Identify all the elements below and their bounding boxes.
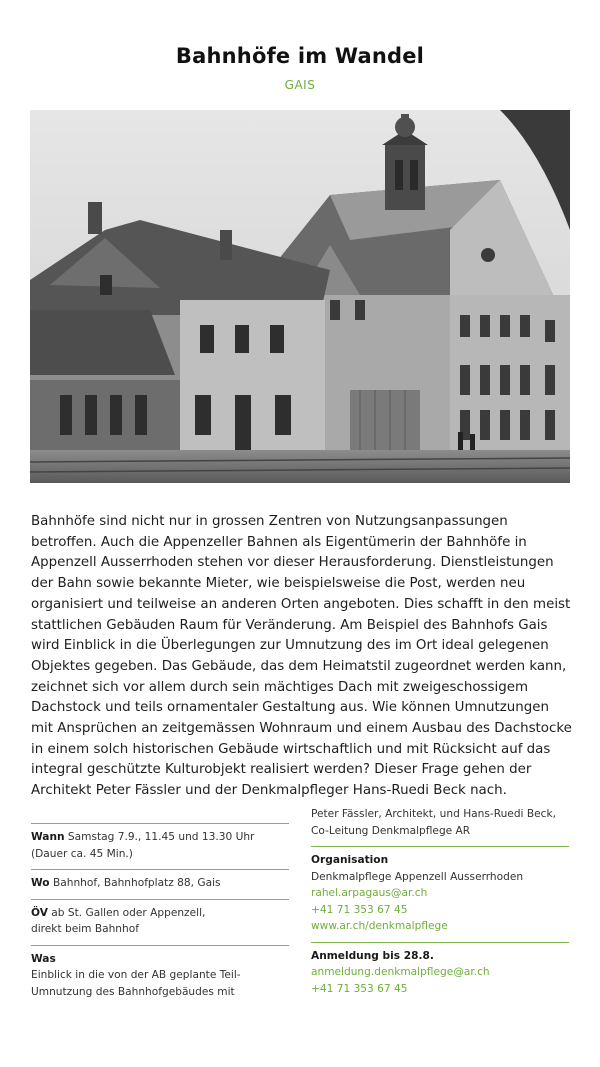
contact-column — [311, 806, 569, 1004]
where-value: Bahnhof, Bahnhofplatz 88, Gais — [52, 877, 221, 889]
transport-value: ab St. Gallen oder Appenzell, — [51, 906, 206, 919]
organisation-email-link[interactable]: rahel.arpagaus@ar.ch — [311, 887, 428, 899]
transport-block — [31, 899, 289, 945]
where-block — [31, 869, 289, 899]
what-value: Einblick in die von der AB geplante Teil- — [31, 969, 241, 981]
what-value-line2: Umnutzung des Bahnhofgebäudes mit — [31, 985, 235, 998]
transport-label: ÖV — [31, 906, 48, 919]
organisation-label: Organisation — [311, 854, 389, 866]
leaders-line1: Peter Fässler, Architekt, und Hans-Ruedi Beck, — [311, 808, 556, 820]
organisation-website-link[interactable]: www.ar.ch/denkmalpflege — [311, 920, 448, 932]
when-label: Wann — [31, 831, 65, 843]
leaders-block — [311, 806, 569, 846]
organisation-name: Denkmalpflege Appenzell Ausserrhoden — [311, 870, 524, 883]
what-label: Was — [31, 952, 56, 965]
location-label: GAIS — [284, 78, 316, 92]
transport-value-line2: direkt beim Bahnhof — [31, 923, 139, 935]
registration-phone[interactable]: +41 71 353 67 45 — [311, 982, 408, 995]
main-description: Bahnhöfe sind nicht nur in grossen Zentren von Nutzungsanpassungen betroffen. Auch die Appenzeller Bahnen als Eigentümerin der Bahnhöfe in Appenzell Ausserrhoden stehen vor dieser Herausforderung. Dienstleistungen der Bahn sowie bekannte Mieter, wie beispielsweise die Post, werden neu organisiert und teilweise an anderen Orten angeboten. Dies schafft in den meist stattlichen Gebäuden Raum für Veränderung. Am Beispiel des Bahnhofs Gais wird Einblick in die Überlegungen zur Umnutzung des im Ort ideal gelegenen Objektes gegeben. Das Gebäude, das dem Heimatstil zugeordnet werden kann, zeichnet sich vor allem durch sein mächtiges Dach mit zweigeschossigem Dachstock und teils ornamentaler Gestaltung aus. Wie können Umnutzungen mit Ansprüchen an zeitgemässen Wohnraum und einem Ausbau des Dachstocke in einem solch historischen Gebäude wirtschaftlich und mit Rücksicht auf das integral geschützte Kulturobjekt realisiert werden? Dieser Frage gehen der Architekt Peter Fässler und der Denkmalpfleger Hans-Ruedi Beck nach. — [31, 514, 572, 799]
organisation-block — [311, 846, 569, 942]
when-block — [31, 823, 289, 869]
historic-station-photo — [30, 110, 570, 483]
registration-email-link[interactable]: anmeldung.denkmalpflege@ar.ch — [311, 966, 490, 978]
what-block — [31, 945, 289, 1008]
duration-note: (Dauer ca. 45 Min.) — [31, 847, 133, 860]
leaders-line2: Co-Leitung Denkmalpflege AR — [311, 824, 471, 837]
registration-label: Anmeldung bis 28.8. — [311, 949, 434, 962]
registration-block — [311, 942, 569, 1005]
when-value: Samstag 7.9., 11.45 und 13.30 Uhr — [67, 831, 255, 843]
event-details-column — [31, 823, 289, 1007]
organisation-phone[interactable]: +41 71 353 67 45 — [311, 903, 408, 916]
where-label: Wo — [31, 877, 50, 889]
page-title: Bahnhöfe im Wandel — [175, 44, 425, 68]
